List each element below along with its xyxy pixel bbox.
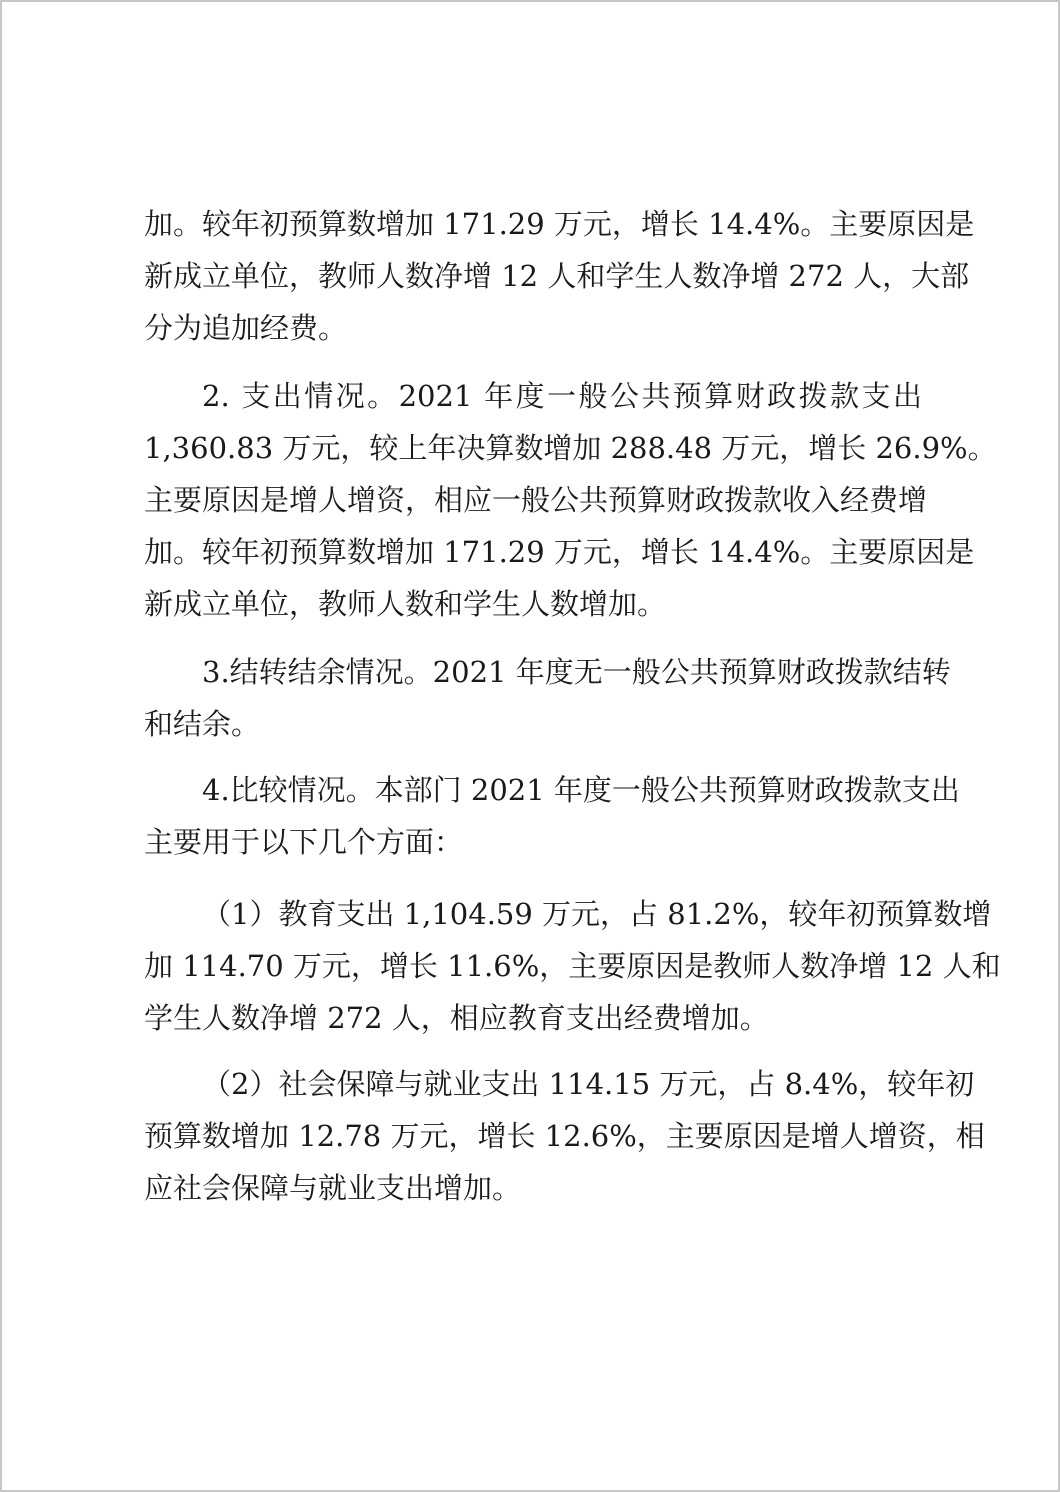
text-line: 3.结转结余情况。2021 年度无一般公共预算财政拨款结转 [202,655,951,689]
paragraph-carryover [144,646,951,750]
text-line: （1）教育支出 1,104.59 万元，占 81.2%，较年初预算数增 [202,897,992,931]
text-line: 加 114.70 万元，增长 11.6%，主要原因是教师人数净增 12 人和 [144,949,1001,983]
text-line: （2）社会保障与就业支出 114.15 万元，占 8.4%，较年初 [202,1067,975,1101]
paragraph-comparison [144,764,960,868]
text-line: 和结余。 [144,707,261,741]
text-line: 主要原因是增人增资，相应一般公共预算财政拨款收入经费增 [144,483,928,517]
text-line: 分为追加经费。 [144,311,348,345]
text-line: 应社会保障与就业支出增加。 [144,1171,522,1205]
text-line: 加。较年初预算数增加 171.29 万元，增长 14.4%。主要原因是 [144,535,975,569]
text-line: 加。较年初预算数增加 171.29 万元，增长 14.4%。主要原因是 [144,207,975,241]
text-line: 1,360.83 万元，较上年决算数增加 288.48 万元，增长 26.9%。 [144,431,997,465]
paragraph-expenditure [144,370,997,630]
text-line: 新成立单位，教师人数净增 12 人和学生人数净增 272 人，大部 [144,259,970,293]
text-line: 新成立单位，教师人数和学生人数增加。 [144,587,667,621]
text-line: 学生人数净增 272 人，相应教育支出经费增加。 [144,1001,769,1035]
paragraph-social-security-expenditure [144,1058,985,1214]
paragraph-education-expenditure [144,888,1001,1044]
text-line: 4.比较情况。本部门 2021 年度一般公共预算财政拨款支出 [202,773,960,807]
text-line: 2. 支出情况。2021 年度一般公共预算财政拨款支出 [202,379,922,413]
text-line: 主要用于以下几个方面： [144,825,464,859]
paragraph-income-continuation [144,198,975,354]
text-line: 预算数增加 12.78 万元，增长 12.6%，主要原因是增人增资，相 [144,1119,985,1153]
